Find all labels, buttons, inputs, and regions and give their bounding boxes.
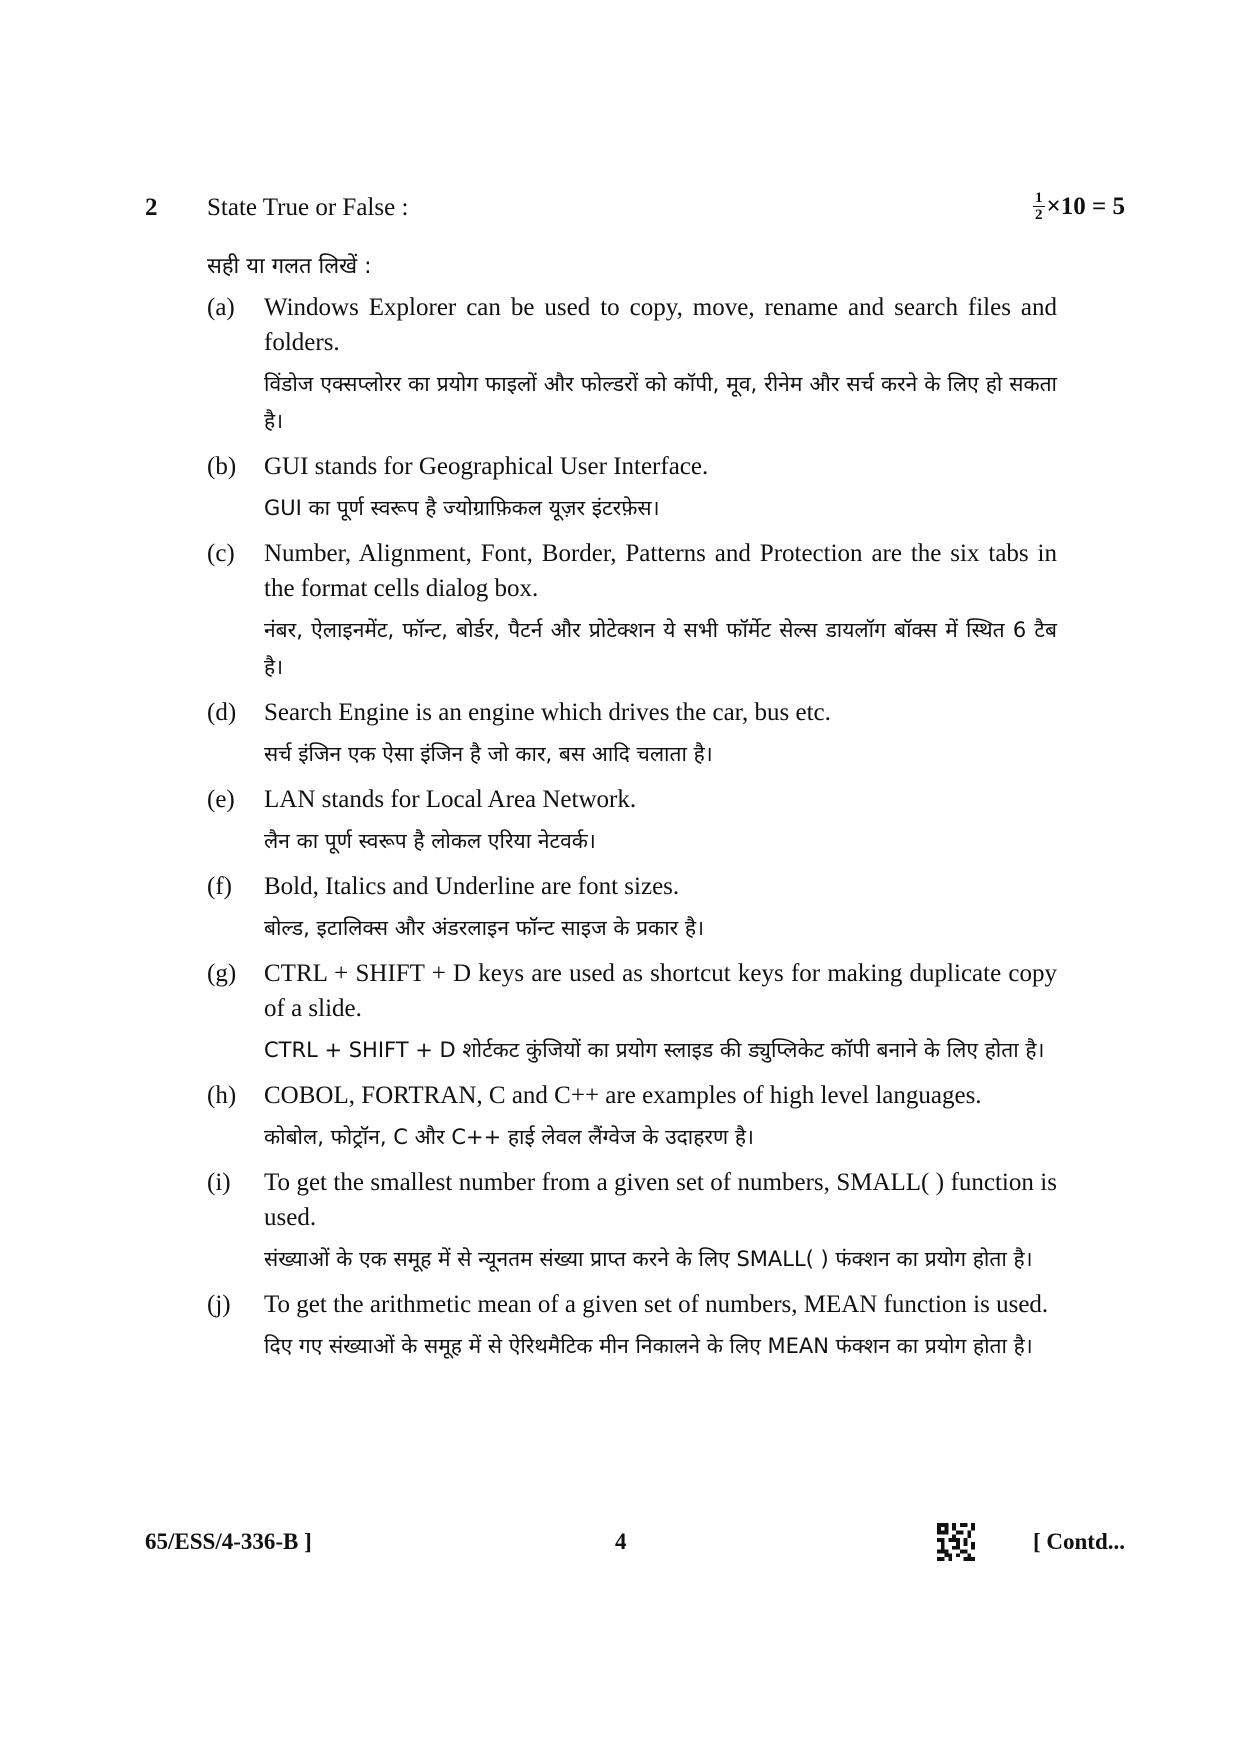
statement-hindi: विंडोज एक्सप्लोरर का प्रयोग फाइलों और फोल्डरों को कॉपी, मूव, रीनेम और सर्च करने के लिए हो सकता है।: [264, 372, 1057, 433]
statement-hindi: GUI का पूर्ण स्वरूप है ज्योग्राफ़िकल यूज़र इंटरफ़ेस।: [264, 496, 660, 520]
fraction-numerator: 1: [1035, 190, 1043, 206]
statement-item: [207, 1165, 1057, 1278]
statement-label: (e): [207, 786, 235, 813]
statement-english: To get the smallest number from a given set of numbers, SMALL( ) function is used.: [264, 1169, 1057, 1231]
statement-list: [207, 290, 1057, 1374]
question-text-hindi: सही या गलत लिखें :: [207, 254, 372, 279]
statement-item: [207, 536, 1057, 686]
statement-english: Windows Explorer can be used to copy, move, rename and search files and folders.: [264, 294, 1057, 356]
continued-marker: [ Contd...: [1032, 1529, 1125, 1554]
statement-label: (j): [207, 1291, 231, 1318]
statement-item: [207, 695, 1057, 773]
statement-english: COBOL, FORTRAN, C and C++ are examples of high level languages.: [264, 1082, 982, 1109]
statement-hindi: दिए गए संख्याओं के समूह में से ऐरिथमैटिक मीन निकालने के लिए MEAN फंक्शन का प्रयोग होता है।: [264, 1334, 1033, 1358]
statement-label: (d): [207, 699, 237, 726]
statement-hindi: नंबर, ऐलाइनमेंट, फॉन्ट, बोर्डर, पैटर्न और प्रोटेक्शन ये सभी फॉर्मेट सेल्स डायलॉग बॉक्स में स्थित 6 टैब है।: [264, 618, 1057, 679]
statement-english: LAN stands for Local Area Network.: [264, 786, 637, 813]
statement-label: (b): [207, 453, 237, 480]
statement-label: (g): [207, 960, 237, 987]
statement-label: (c): [207, 540, 235, 567]
statement-hindi: बोल्ड, इटालिक्स और अंडरलाइन फॉन्ट साइज के प्रकार है।: [264, 916, 705, 940]
statement-english: To get the arithmetic mean of a given set of numbers, MEAN function is used.: [264, 1291, 1049, 1318]
fraction-denominator: 2: [1035, 207, 1043, 223]
page-number: 4: [615, 1529, 627, 1554]
statement-item: [207, 449, 1057, 527]
statement-hindi: लैन का पूर्ण स्वरूप है लोकल एरिया नेटवर्क।: [264, 829, 596, 853]
statement-english: Number, Alignment, Font, Border, Patterns and Protection are the six tabs in the format cells dialog box.: [264, 540, 1057, 602]
statement-english: CTRL + SHIFT + D keys are used as shortcut keys for making duplicate copy of a slide.: [264, 960, 1057, 1022]
statement-english: Search Engine is an engine which drives the car, bus etc.: [264, 699, 831, 726]
statement-item: [207, 1078, 1057, 1156]
statement-label: (f): [207, 873, 232, 900]
statement-hindi: संख्याओं के एक समूह में से न्यूनतम संख्या प्राप्त करने के लिए SMALL( ) फंक्शन का प्रयोग होता है।: [264, 1247, 1033, 1271]
statement-item: [207, 290, 1057, 440]
statement-hindi: कोबोल, फोट्रॉन, C और C++ हाई लेवल लैंग्वेज के उदाहरण है।: [264, 1125, 754, 1149]
marks: [1033, 190, 1125, 223]
page-footer: [145, 1523, 1125, 1563]
statement-item: [207, 782, 1057, 860]
question-header: [145, 190, 1125, 230]
statement-item: [207, 869, 1057, 947]
statement-english: GUI stands for Geographical User Interface.: [264, 453, 709, 480]
statement-item: [207, 956, 1057, 1069]
statement-hindi: सर्च इंजिन एक ऐसा इंजिन है जो कार, बस आदि चलाता है।: [264, 742, 713, 766]
marks-total: ×10 = 5: [1046, 192, 1125, 220]
question-text: State True or False :: [207, 194, 409, 221]
statement-item: [207, 1287, 1057, 1365]
statement-hindi: CTRL + SHIFT + D शोर्टकट कुंजियों का प्रयोग स्लाइड की ड्युप्लिकेट कॉपी बनाने के लिए होता है।: [264, 1038, 1045, 1062]
statement-label: (i): [207, 1169, 231, 1196]
question-number: 2: [145, 194, 158, 221]
statement-label: (h): [207, 1082, 237, 1109]
marks-fraction: [1033, 190, 1045, 223]
qr-code-icon: [937, 1523, 975, 1561]
statement-label: (a): [207, 294, 235, 321]
paper-code: 65/ESS/4-336-B ]: [145, 1529, 312, 1554]
statement-english: Bold, Italics and Underline are font sizes.: [264, 873, 680, 900]
